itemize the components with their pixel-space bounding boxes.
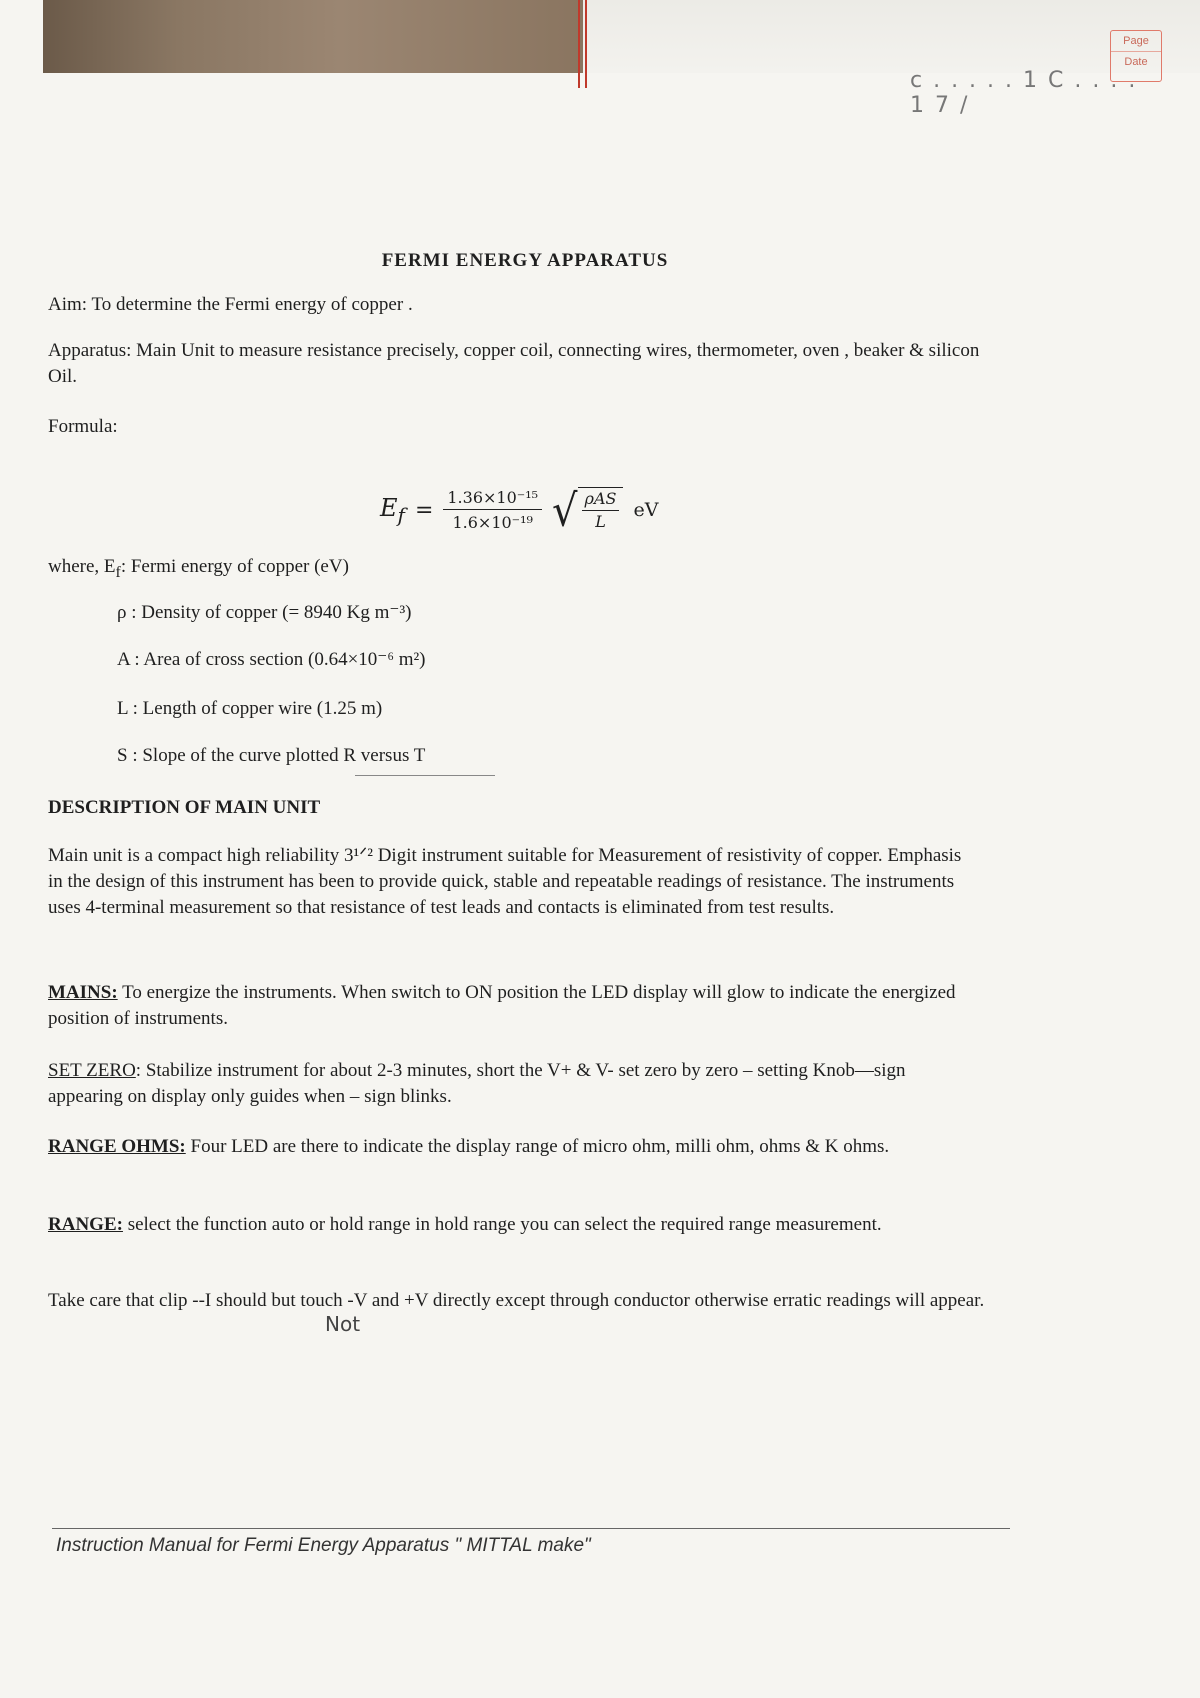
fermi-energy-formula <box>380 480 700 540</box>
aim-label: Aim: <box>48 294 88 315</box>
sqrt-denominator: L <box>595 512 606 531</box>
aim-text: To determine the Fermi energy of copper . <box>91 294 413 315</box>
sqrt-symbol-icon: √ <box>552 485 578 537</box>
caution-paragraph: Take care that clip --I should but touch -V and +V directly except through conductor otherwise erratic readings will appear. <box>48 1290 985 1311</box>
set-zero-paragraph <box>48 1058 968 1110</box>
range-text: select the function auto or hold range in hold range you can select the required range measurement. <box>122 1214 882 1235</box>
date-label: Date <box>1124 56 1148 68</box>
sqrt-numerator: ρAS <box>582 488 620 511</box>
formula-equals: = <box>414 497 434 523</box>
handwritten-scribble: c . . . . . 1 C . . . . 1 7 / <box>910 68 1138 118</box>
page-label: Page <box>1111 31 1161 52</box>
set-zero-label: SET ZERO <box>48 1060 136 1081</box>
apparatus-label: Apparatus: <box>48 340 132 361</box>
sqrt-fraction <box>578 487 624 533</box>
footer-text: Instruction Manual for Fermi Energy Apparatus " MITTAL make" <box>56 1535 591 1556</box>
margin-red-line <box>578 0 580 88</box>
top-photo-band-light <box>583 0 1200 73</box>
mains-label: MAINS: <box>48 982 118 1003</box>
margin-red-line-2 <box>585 0 587 88</box>
document-title: FERMI ENERGY APPARATUS <box>381 250 669 271</box>
formula-label: Formula: <box>48 416 118 437</box>
apparatus-text: Main Unit to measure resistance precisely, copper coil, connecting wires, thermometer, oven , beaker & silicon Oil. <box>48 340 980 387</box>
footer-divider <box>52 1528 1010 1529</box>
mains-text: To energize the instruments. When switch to ON position the LED display will glow to indicate the energized position of instruments. <box>48 982 956 1029</box>
formula-sqrt <box>552 485 623 537</box>
range-label: RANGE: <box>48 1214 123 1235</box>
top-photo-band <box>43 0 583 73</box>
range-ohms-label: RANGE OHMS: <box>48 1136 186 1157</box>
variable-slope: S : Slope of the curve plotted R versus T <box>117 745 426 766</box>
variable-length: L : Length of copper wire (1.25 m) <box>117 698 383 719</box>
apparatus-paragraph <box>48 338 998 390</box>
range-ohms-text: Four LED are there to indicate the display range of micro ohm, milli ohm, ohms & K ohms. <box>185 1136 890 1157</box>
pencil-underline <box>355 775 495 776</box>
formula-fraction <box>443 487 542 534</box>
description-heading: DESCRIPTION OF MAIN UNIT <box>48 797 321 818</box>
formula-numerator: 1.36×10⁻¹⁵ <box>443 487 542 510</box>
description-paragraph: Main unit is a compact high reliability 3¹ᐟ² Digit instrument suitable for Measurement of resistivity of copper. Emphasis in the design of this instrument has been to provide quick, stable and repeatable readings of resistance. The instruments uses 4-terminal measurement so that resistance of test leads and contacts is eliminated from test results. <box>48 845 962 918</box>
variable-area: A : Area of cross section (0.64×10⁻⁶ m²) <box>117 649 426 670</box>
set-zero-text: : Stabilize instrument for about 2-3 minutes, short the V+ & V- set zero by zero – setting Knob—sign appearing on display only guides when – sign blinks. <box>48 1060 906 1107</box>
formula-unit: eV <box>633 499 659 521</box>
where-line: where, $E_f$: Fermi energy of copper (eV) <box>48 556 349 581</box>
range-paragraph <box>48 1212 948 1238</box>
aim-paragraph <box>48 292 998 318</box>
formula-lhs: $E_f$ <box>380 493 405 527</box>
range-ohms-paragraph <box>48 1134 988 1160</box>
mains-paragraph <box>48 980 968 1032</box>
formula-denominator: 1.6×10⁻¹⁹ <box>452 512 533 532</box>
variable-density: ρ : Density of copper (= 8940 Kg m⁻³) <box>117 602 412 623</box>
handwritten-note: Not <box>325 1312 361 1336</box>
